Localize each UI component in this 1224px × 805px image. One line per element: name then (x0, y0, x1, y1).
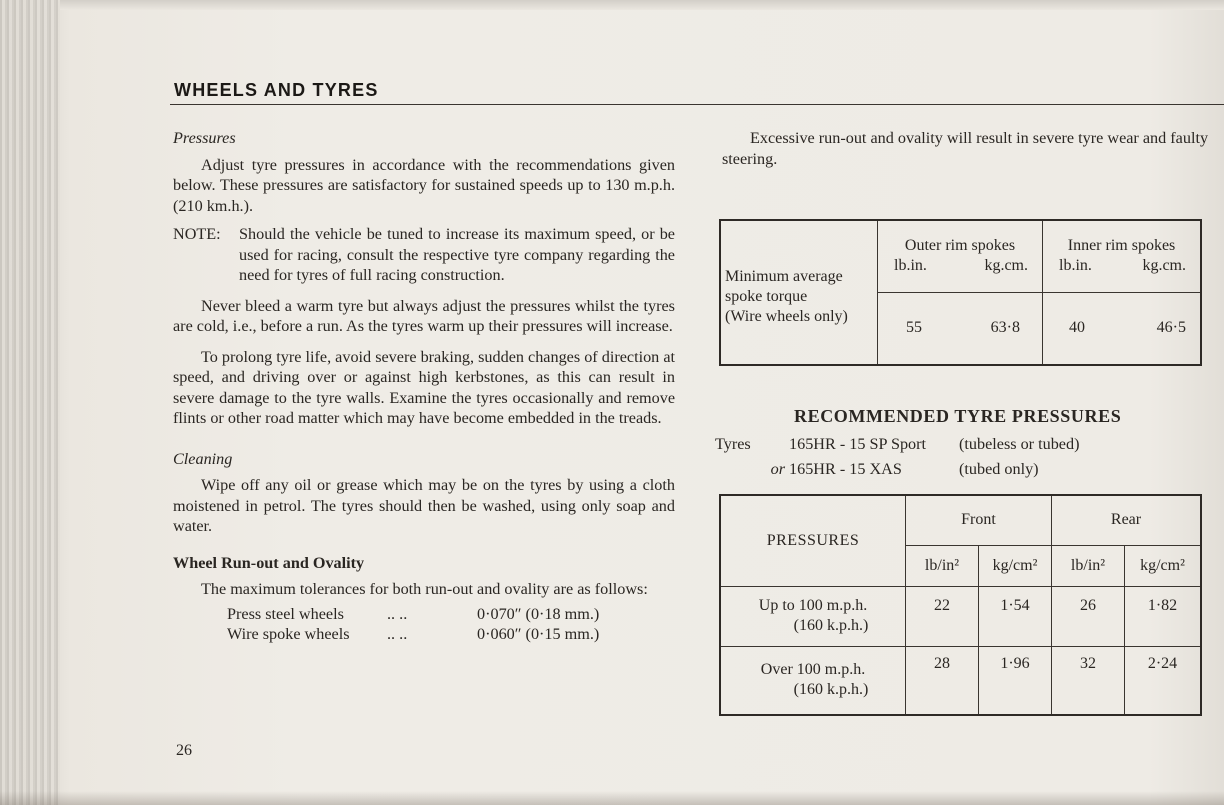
inner-kgcm-value: 46·5 (1156, 319, 1186, 337)
rear-kg-value: 1·82 (1125, 586, 1202, 646)
tyre-pressure-table (719, 494, 1202, 716)
tyre-spec-list (715, 432, 1079, 482)
right-column-intro (722, 128, 1222, 169)
page-title: WHEELS AND TYRES (174, 80, 379, 100)
rear-kg-value: 2·24 (1125, 646, 1202, 715)
unit-kgcm2: kg/cm² (1125, 545, 1202, 586)
outer-rim-heading: Outer rim spokes (904, 237, 1016, 255)
pressures-paragraph: Adjust tyre pressures in accordance with the recommendations given below. These pressures are satisfactory for sustained speeds up to 130 m.p.h. (210 km.h.). (173, 155, 675, 215)
speed-label-line: (160 k.p.h.) (793, 681, 869, 699)
unit-lbin: lb.in. (1059, 257, 1092, 275)
outer-rim-values (878, 292, 1043, 365)
inner-lbin-value: 40 (1069, 319, 1085, 337)
or-label: or (770, 460, 785, 478)
inner-rim-header (1043, 220, 1202, 292)
torque-label-line: (Wire wheels only) (725, 307, 848, 325)
table-row (720, 586, 1201, 646)
torque-label-line: Minimum average (725, 267, 843, 285)
outer-lbin-value: 55 (906, 319, 922, 337)
inner-rim-heading: Inner rim spokes (1067, 237, 1176, 255)
tyre-note: (tubeless or tubed) (959, 435, 1080, 453)
speed-label-line: Up to 100 m.p.h. (758, 597, 868, 614)
front-lb-value: 22 (906, 586, 979, 646)
tolerance-label: Wire spoke wheels (227, 625, 350, 643)
rear-header: Rear (1052, 495, 1202, 545)
rear-lb-value: 26 (1052, 586, 1125, 646)
tyres-label: Tyres (715, 435, 751, 453)
title-rule (170, 104, 1224, 105)
left-column (173, 128, 675, 645)
unit-lbin: lb.in. (894, 257, 927, 275)
speed-label-line: Over 100 m.p.h. (760, 661, 866, 679)
front-kg-value: 1·96 (979, 646, 1052, 715)
pressures-header: PRESSURES (720, 495, 906, 586)
tolerance-dots: .. .. (387, 604, 408, 623)
unit-kgcm2: kg/cm² (979, 545, 1052, 586)
page-top-fold (60, 0, 1224, 10)
warm-tyre-paragraph: Never bleed a warm tyre but always adjust the pressures whilst the tyres are cold, i.e., before a run. As the tyres warm up their pressures will increase. (173, 296, 675, 335)
speed-label-line: (160 k.p.h.) (793, 617, 869, 634)
page-binding-edge (0, 0, 60, 805)
spoke-torque-table (719, 219, 1202, 366)
unit-kgcm: kg.cm. (984, 257, 1028, 275)
unit-lbin2: lb/in² (1052, 545, 1125, 586)
tyre-size: 165HR - 15 XAS (789, 460, 902, 478)
tolerance-value: 0·060″ (0·15 mm.) (477, 625, 600, 643)
cleaning-heading: Cleaning (173, 449, 233, 468)
rear-lb-value: 32 (1052, 646, 1125, 715)
outer-kgcm-value: 63·8 (990, 319, 1020, 337)
runout-heading: Wheel Run-out and Ovality (173, 553, 365, 572)
page-bottom-shadow (0, 791, 1224, 805)
torque-label-line: spoke torque (725, 287, 808, 305)
tolerance-value: 0·070″ (0·18 mm.) (477, 604, 600, 623)
cleaning-paragraph: Wipe off any oil or grease which may be on the tyres by using a cloth moistened in petrol. The tyres should then be washed, using only soap and water. (173, 476, 675, 535)
speed-label (720, 646, 906, 715)
front-header: Front (906, 495, 1052, 545)
page-number: 26 (176, 742, 192, 759)
speed-label (720, 586, 906, 646)
tolerance-dots: .. .. (387, 625, 408, 643)
tyre-note: (tubed only) (959, 460, 1039, 478)
note-label: NOTE: (173, 225, 221, 243)
outer-rim-header (878, 220, 1043, 292)
front-kg-value: 1·54 (979, 586, 1052, 646)
excess-runout-paragraph: Excessive run-out and ovality will result in severe tyre wear and faulty steering. (722, 129, 1209, 168)
tolerance-list (227, 604, 675, 645)
front-lb-value: 28 (906, 646, 979, 715)
recommended-pressures-title: RECOMMENDED TYRE PRESSURES (794, 406, 1122, 426)
note-block (173, 224, 675, 286)
torque-row-label (720, 220, 878, 365)
unit-kgcm: kg.cm. (1142, 257, 1186, 275)
note-text: Should the vehicle be tuned to increase its maximum speed, or be used for racing, consult the respective tyre company regarding the need for tyres of full racing construction. (239, 225, 675, 284)
unit-lbin2: lb/in² (906, 545, 979, 586)
tolerance-label: Press steel wheels (227, 604, 344, 623)
runout-paragraph: The maximum tolerances for both run-out and ovality are as follows: (201, 580, 648, 598)
pressures-heading: Pressures (173, 129, 236, 147)
tyre-life-paragraph: To prolong tyre life, avoid severe braking, sudden changes of direction at speed, and driving over or against high kerbstones, as this can result in severe damage to the tyre walls. Examine the tyres occasionally and remove flints or other road matter which may have become embedded in the treads. (173, 347, 675, 427)
inner-rim-values (1043, 292, 1202, 365)
table-row (720, 646, 1201, 715)
tyre-size: 165HR - 15 SP Sport (789, 435, 927, 453)
